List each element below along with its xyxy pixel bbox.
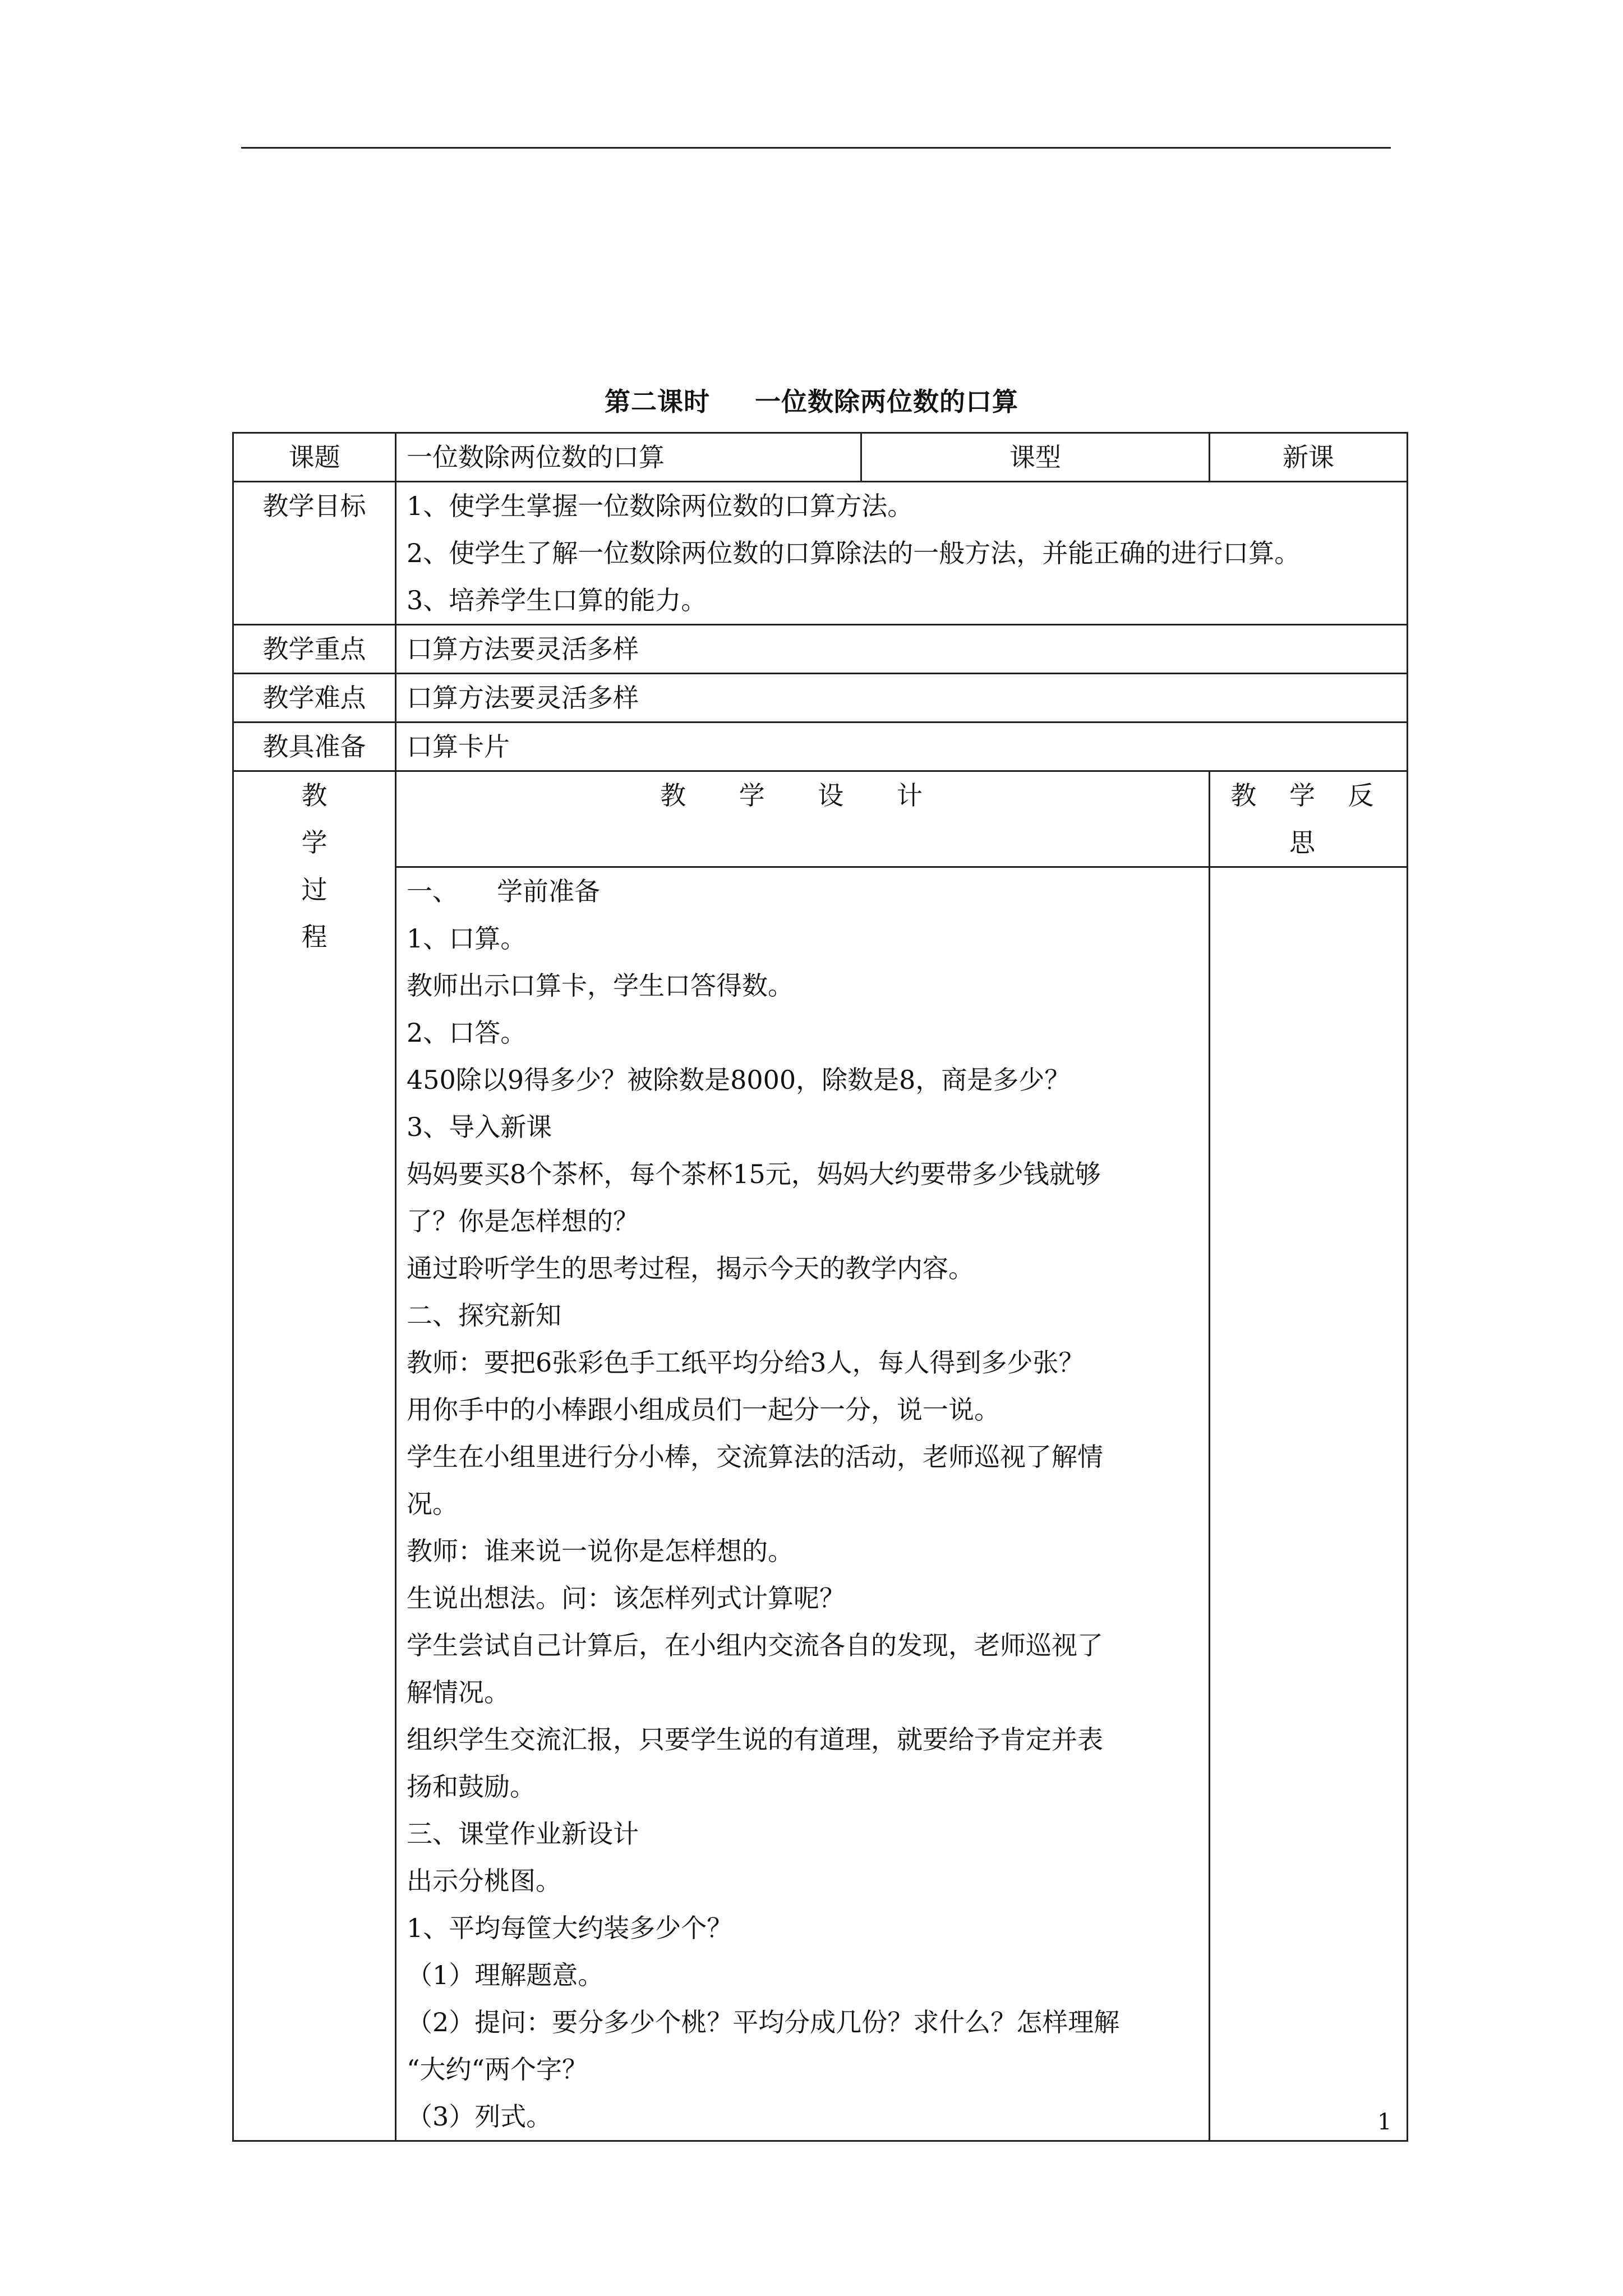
topic-label: 课题 [233, 433, 396, 482]
process-line: （3）列式。 [407, 2101, 552, 2132]
goals-label: 教学目标 [233, 482, 396, 625]
difficulty-label: 教学难点 [233, 674, 396, 723]
process-line: （1）理解题意。 [407, 1960, 604, 1990]
tools-row [233, 723, 1408, 771]
process-line: 教师：要把6张彩色手工纸平均分给3人，每人得到多少张？ [407, 1347, 1085, 1378]
process-line: 用你手中的小棒跟小组成员们一起分一分，说一说。 [407, 1395, 1000, 1425]
lesson-plan-table [232, 432, 1408, 2142]
process-label-char: 过 [301, 875, 328, 905]
process-line: 了？你是怎样想的？ [407, 1206, 639, 1236]
process-line: 扬和鼓励。 [407, 1772, 536, 1802]
process-line: 教师出示口算卡，学生口答得数。 [407, 970, 794, 1001]
goal-item: 3、培养学生口算的能力。 [407, 585, 707, 615]
process-line: 通过聆听学生的思考过程，揭示今天的教学内容。 [407, 1253, 974, 1283]
process-line: 学生在小组里进行分小棒，交流算法的活动，老师巡视了解情 [407, 1442, 1103, 1472]
design-header: 教 学 设 计 [396, 771, 1210, 867]
process-line: 3、导入新课 [407, 1112, 552, 1142]
process-line: （2）提问：要分多少个桃？平均分成几份？求什么？怎样理解 [407, 2007, 1120, 2037]
process-line: 组织学生交流汇报，只要学生说的有道理，就要给予肯定并表 [407, 1724, 1103, 1755]
lesson-part: 第二课时 [605, 386, 710, 417]
process-label [233, 771, 396, 2141]
reflection-content [1210, 867, 1408, 2141]
lesson-name: 一位数除两位数的口算 [755, 386, 1018, 417]
process-label-char: 教 [301, 780, 328, 811]
design-header-row [233, 771, 1408, 867]
process-line: 解情况。 [407, 1677, 510, 1708]
process-line: 三、课堂作业新设计 [407, 1819, 639, 1849]
process-line: 出示分桃图。 [407, 1866, 561, 1896]
process-content [396, 867, 1210, 2141]
process-line: 妈妈要买8个茶杯，每个茶杯15元，妈妈大约要带多少钱就够 [407, 1159, 1101, 1189]
process-line: 1、平均每筐大约装多少个？ [407, 1913, 733, 1943]
tools-value: 口算卡片 [396, 723, 1408, 771]
process-label-char: 学 [301, 827, 328, 858]
process-line: 二、探究新知 [407, 1300, 561, 1331]
process-line: 2、口答。 [407, 1018, 527, 1048]
process-line: 教师：谁来说一说你是怎样想的。 [407, 1536, 794, 1566]
header-rule [241, 147, 1391, 149]
process-row [233, 867, 1408, 2141]
difficulty-row [233, 674, 1408, 723]
topic-value: 一位数除两位数的口算 [396, 433, 861, 482]
tools-label: 教具准备 [233, 723, 396, 771]
process-line: 生说出想法。问：该怎样列式计算呢？ [407, 1583, 845, 1613]
page-title [0, 381, 1623, 418]
process-line: 1、口算。 [407, 923, 527, 954]
type-value: 新课 [1210, 433, 1408, 482]
goals-cell [396, 482, 1408, 625]
process-line: 一、 学前准备 [407, 876, 600, 907]
topic-row [233, 433, 1408, 482]
process-label-char: 程 [301, 922, 328, 952]
goal-item: 2、使学生了解一位数除两位数的口算除法的一般方法，并能正确的进行口算。 [407, 538, 1301, 568]
goals-row [233, 482, 1408, 625]
goal-item: 1、使学生掌握一位数除两位数的口算方法。 [407, 491, 914, 521]
process-line: 学生尝试自己计算后，在小组内交流各自的发现，老师巡视了 [407, 1630, 1103, 1660]
reflection-header: 教 学 反 思 [1210, 771, 1408, 867]
key-value: 口算方法要灵活多样 [396, 625, 1408, 674]
process-line: 450除以9得多少？被除数是8000，除数是8，商是多少？ [407, 1065, 1071, 1095]
type-label: 课型 [861, 433, 1210, 482]
page-number: 1 [1377, 2109, 1392, 2135]
key-label: 教学重点 [233, 625, 396, 674]
difficulty-value: 口算方法要灵活多样 [396, 674, 1408, 723]
process-line: “大约“两个字？ [407, 2054, 588, 2085]
process-line: 况。 [407, 1489, 458, 1519]
key-row [233, 625, 1408, 674]
